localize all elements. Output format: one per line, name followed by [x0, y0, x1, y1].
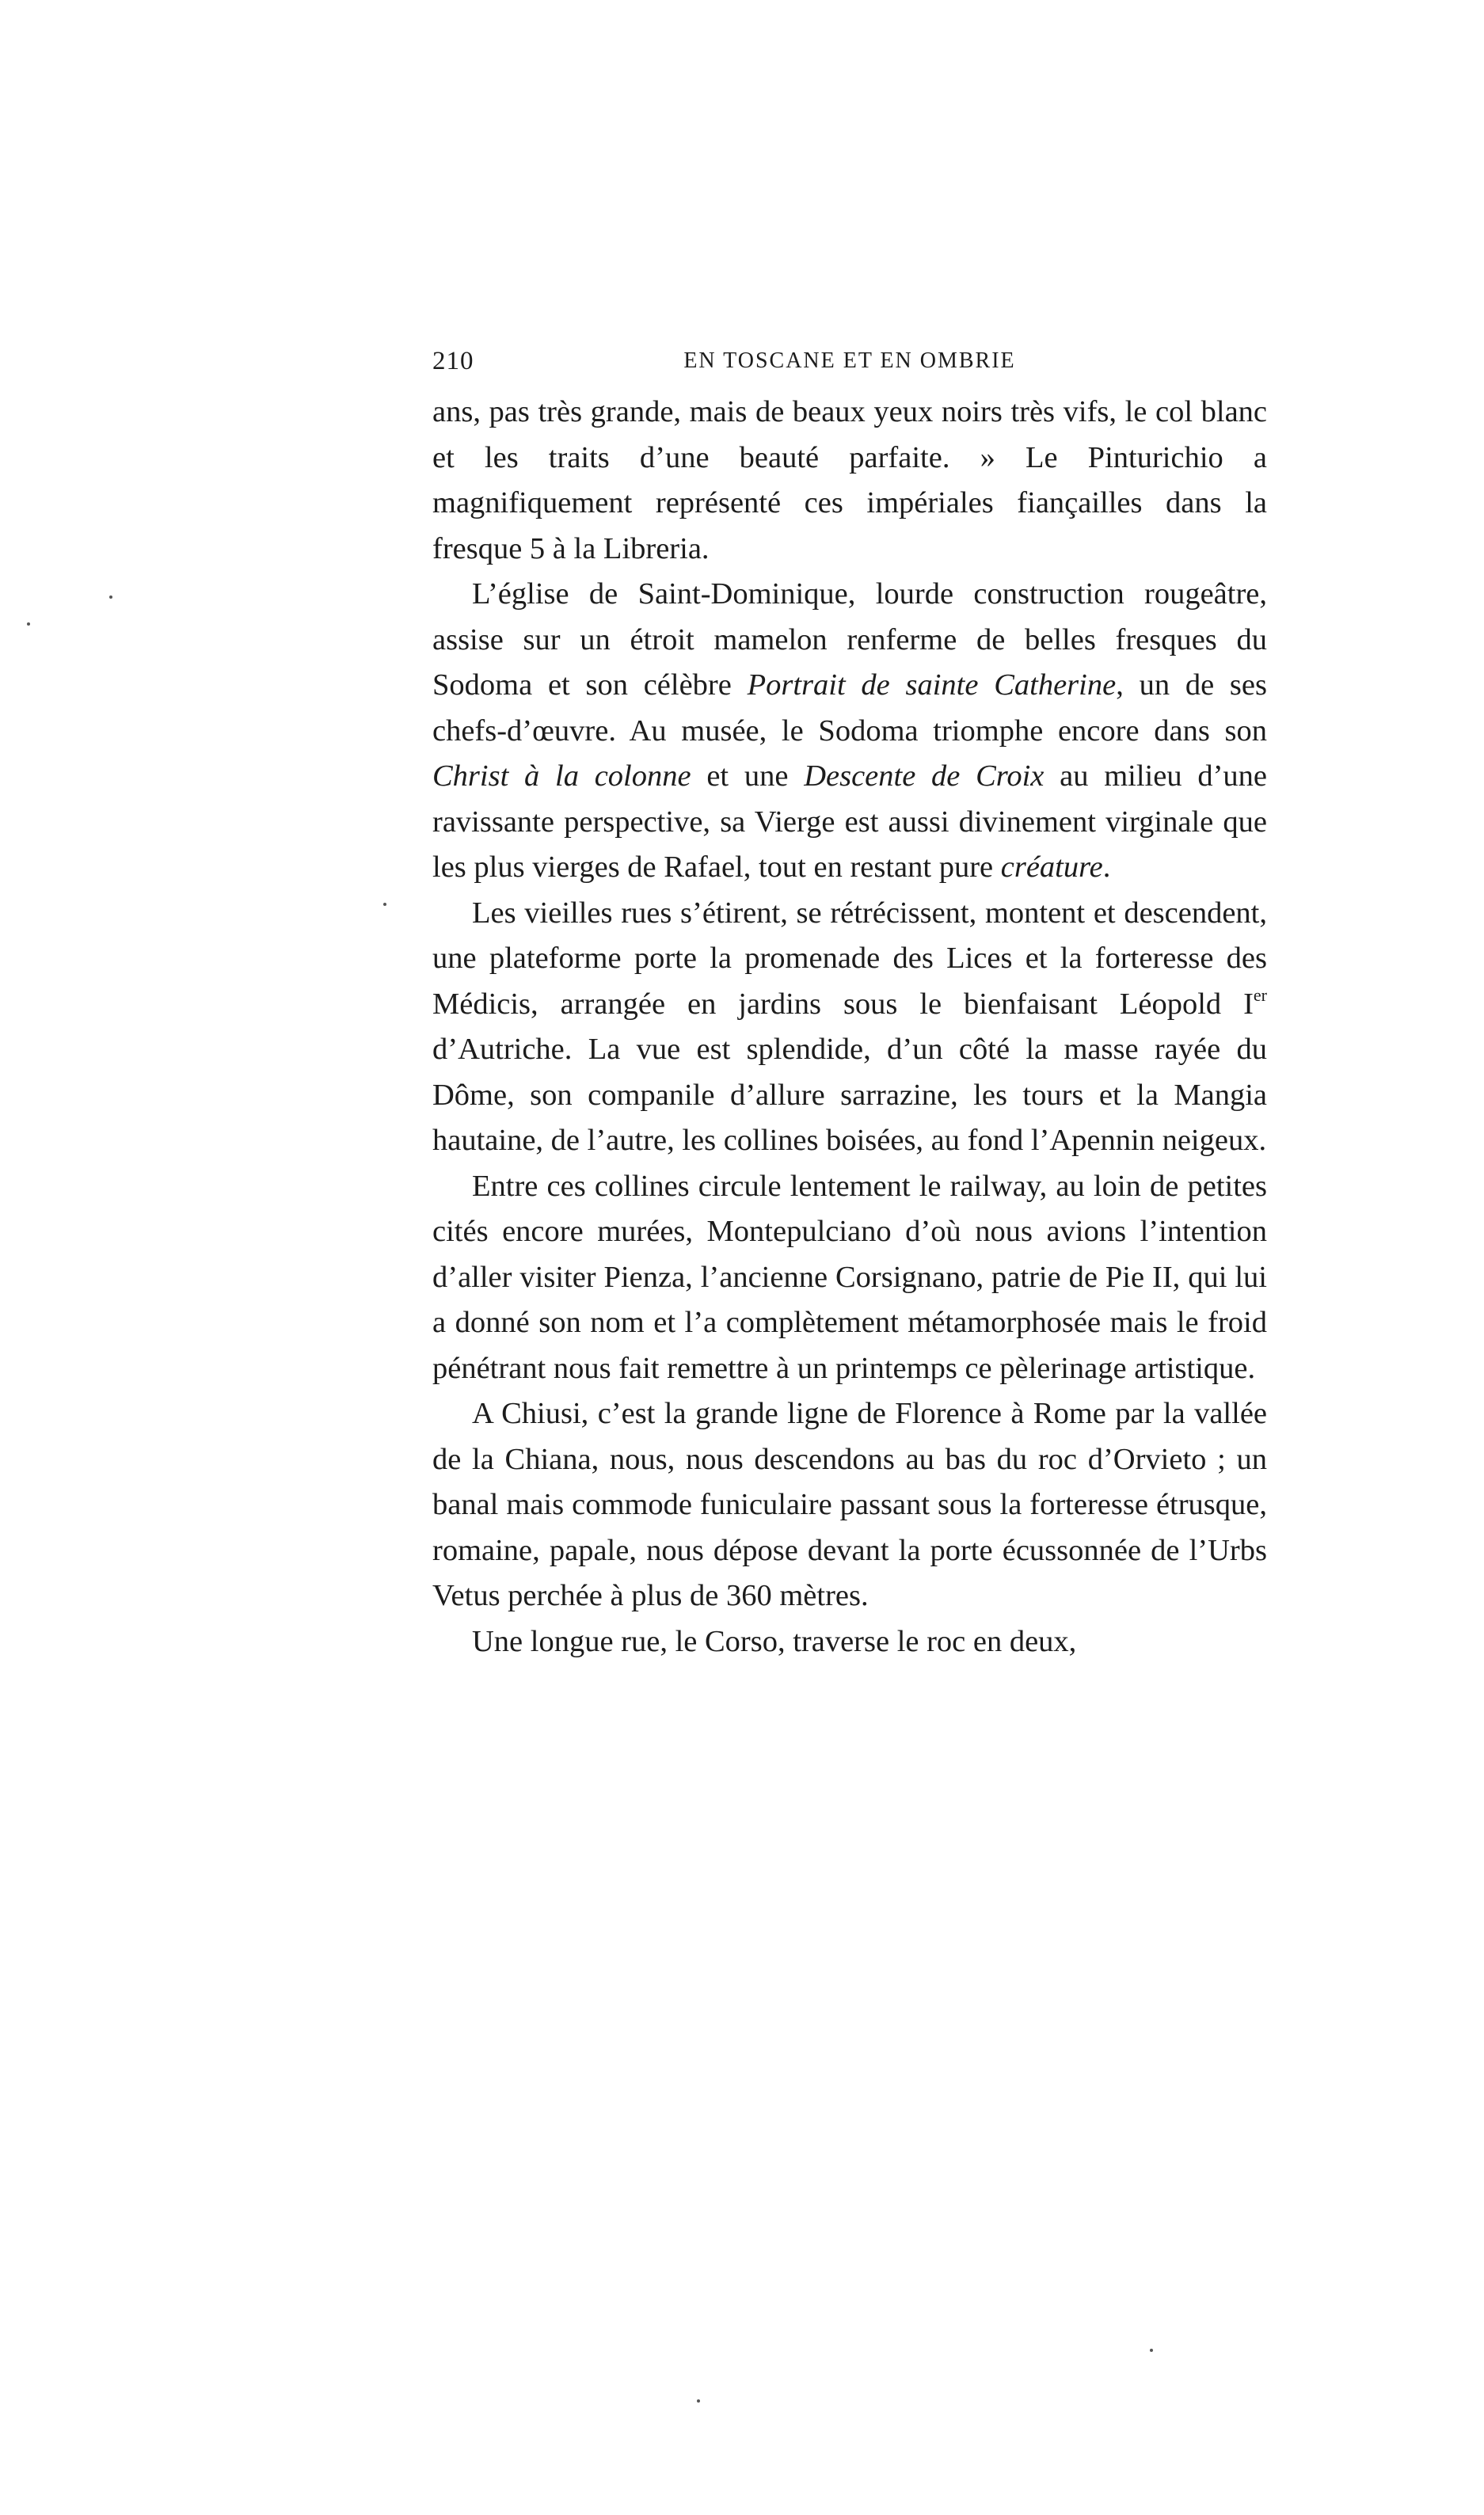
- scan-speck: [1150, 2349, 1153, 2352]
- paragraph: [432, 1619, 1267, 1665]
- paragraph: [432, 572, 1267, 891]
- book-page: [432, 347, 1267, 1665]
- italic-title-text: Portrait de sainte Catherine: [747, 668, 1117, 702]
- paragraph: [432, 390, 1267, 572]
- page-header: [432, 347, 1267, 390]
- italic-title-text: Descente de Croix: [804, 759, 1045, 793]
- paragraph: [432, 891, 1267, 1164]
- running-title: EN TOSCANE ET EN OMBRIE: [683, 348, 1016, 373]
- italic-title-text: créature: [1000, 850, 1103, 884]
- scan-speck: [109, 595, 112, 599]
- paragraph-text: L’église de Saint-Dominique, lourde construction rougeâtre, assise sur un étroit mamelon renferme de belles fresques du Sodoma et son célèbre: [432, 577, 1267, 702]
- page-number: 210: [432, 347, 474, 375]
- paragraph-text: ans, pas très grande, mais de beaux yeux noirs très vifs, le col blanc et les traits d’une beauté parfaite. » Le Pinturichio a magnifiquement représenté ces impériales fiançailles dans la fresque 5 à la Libreria.: [432, 395, 1267, 565]
- italic-title-text: Christ à la colonne: [432, 759, 691, 793]
- paragraph-text: d’Autriche. La vue est splendide, d’un côté la masse rayée du Dôme, son companile d’allure sarrazine, les tours et la Mangia hautaine, de l’autre, les collines boisées, au fond l’Apennin neigeux.: [432, 1033, 1267, 1157]
- paragraph: [432, 1164, 1267, 1392]
- superscript-text: er: [1253, 984, 1267, 1005]
- scan-speck: [383, 903, 386, 906]
- paragraph-text: au milieu d’une ravissante perspective, sa Vierge est aussi divinement virginale que les plus vierges de Rafael, tout en restant pure: [432, 759, 1267, 884]
- paragraph-text: A Chiusi, c’est la grande ligne de Florence à Rome par la vallée de la Chiana, nous, nous descendons au bas du roc d’Orvieto ; un banal mais commode funiculaire passant sous la forteresse étrusque, romaine, papale, nous dépose devant la porte écussonnée de l’Urbs Vetus perchée à plus de 360 mètres.: [432, 1397, 1267, 1612]
- paragraph-text: Entre ces collines circule lentement le railway, au loin de petites cités encore murées, Montepulciano d’où nous avions l’intention d’aller visiter Pienza, l’ancienne Corsignano, patrie de Pie II, qui lui a donné son nom et l’a complètement métamorphosée mais le froid pénétrant nous fait remettre à un printemps ce pèlerinage artistique.: [432, 1169, 1267, 1385]
- paragraph-text: et une: [691, 759, 805, 793]
- paragraph-text: Une longue rue, le Corso, traverse le roc en deux,: [472, 1624, 1077, 1658]
- body-text: [432, 390, 1267, 1665]
- paragraph-text: Les vieilles rues s’étirent, se rétrécissent, montent et descendent, une plateforme porte la promenade des Lices et la forteresse des Médicis, arrangée en jardins sous le bienfaisant Léopold I: [432, 896, 1267, 1021]
- paragraph-text: .: [1102, 850, 1111, 884]
- paragraph: [432, 1391, 1267, 1619]
- scan-speck: [27, 622, 30, 626]
- paragraph-text: , un de ses chefs-d’œuvre. Au musée, le Sodoma triomphe encore dans son: [432, 668, 1267, 748]
- scan-speck: [697, 2399, 700, 2403]
